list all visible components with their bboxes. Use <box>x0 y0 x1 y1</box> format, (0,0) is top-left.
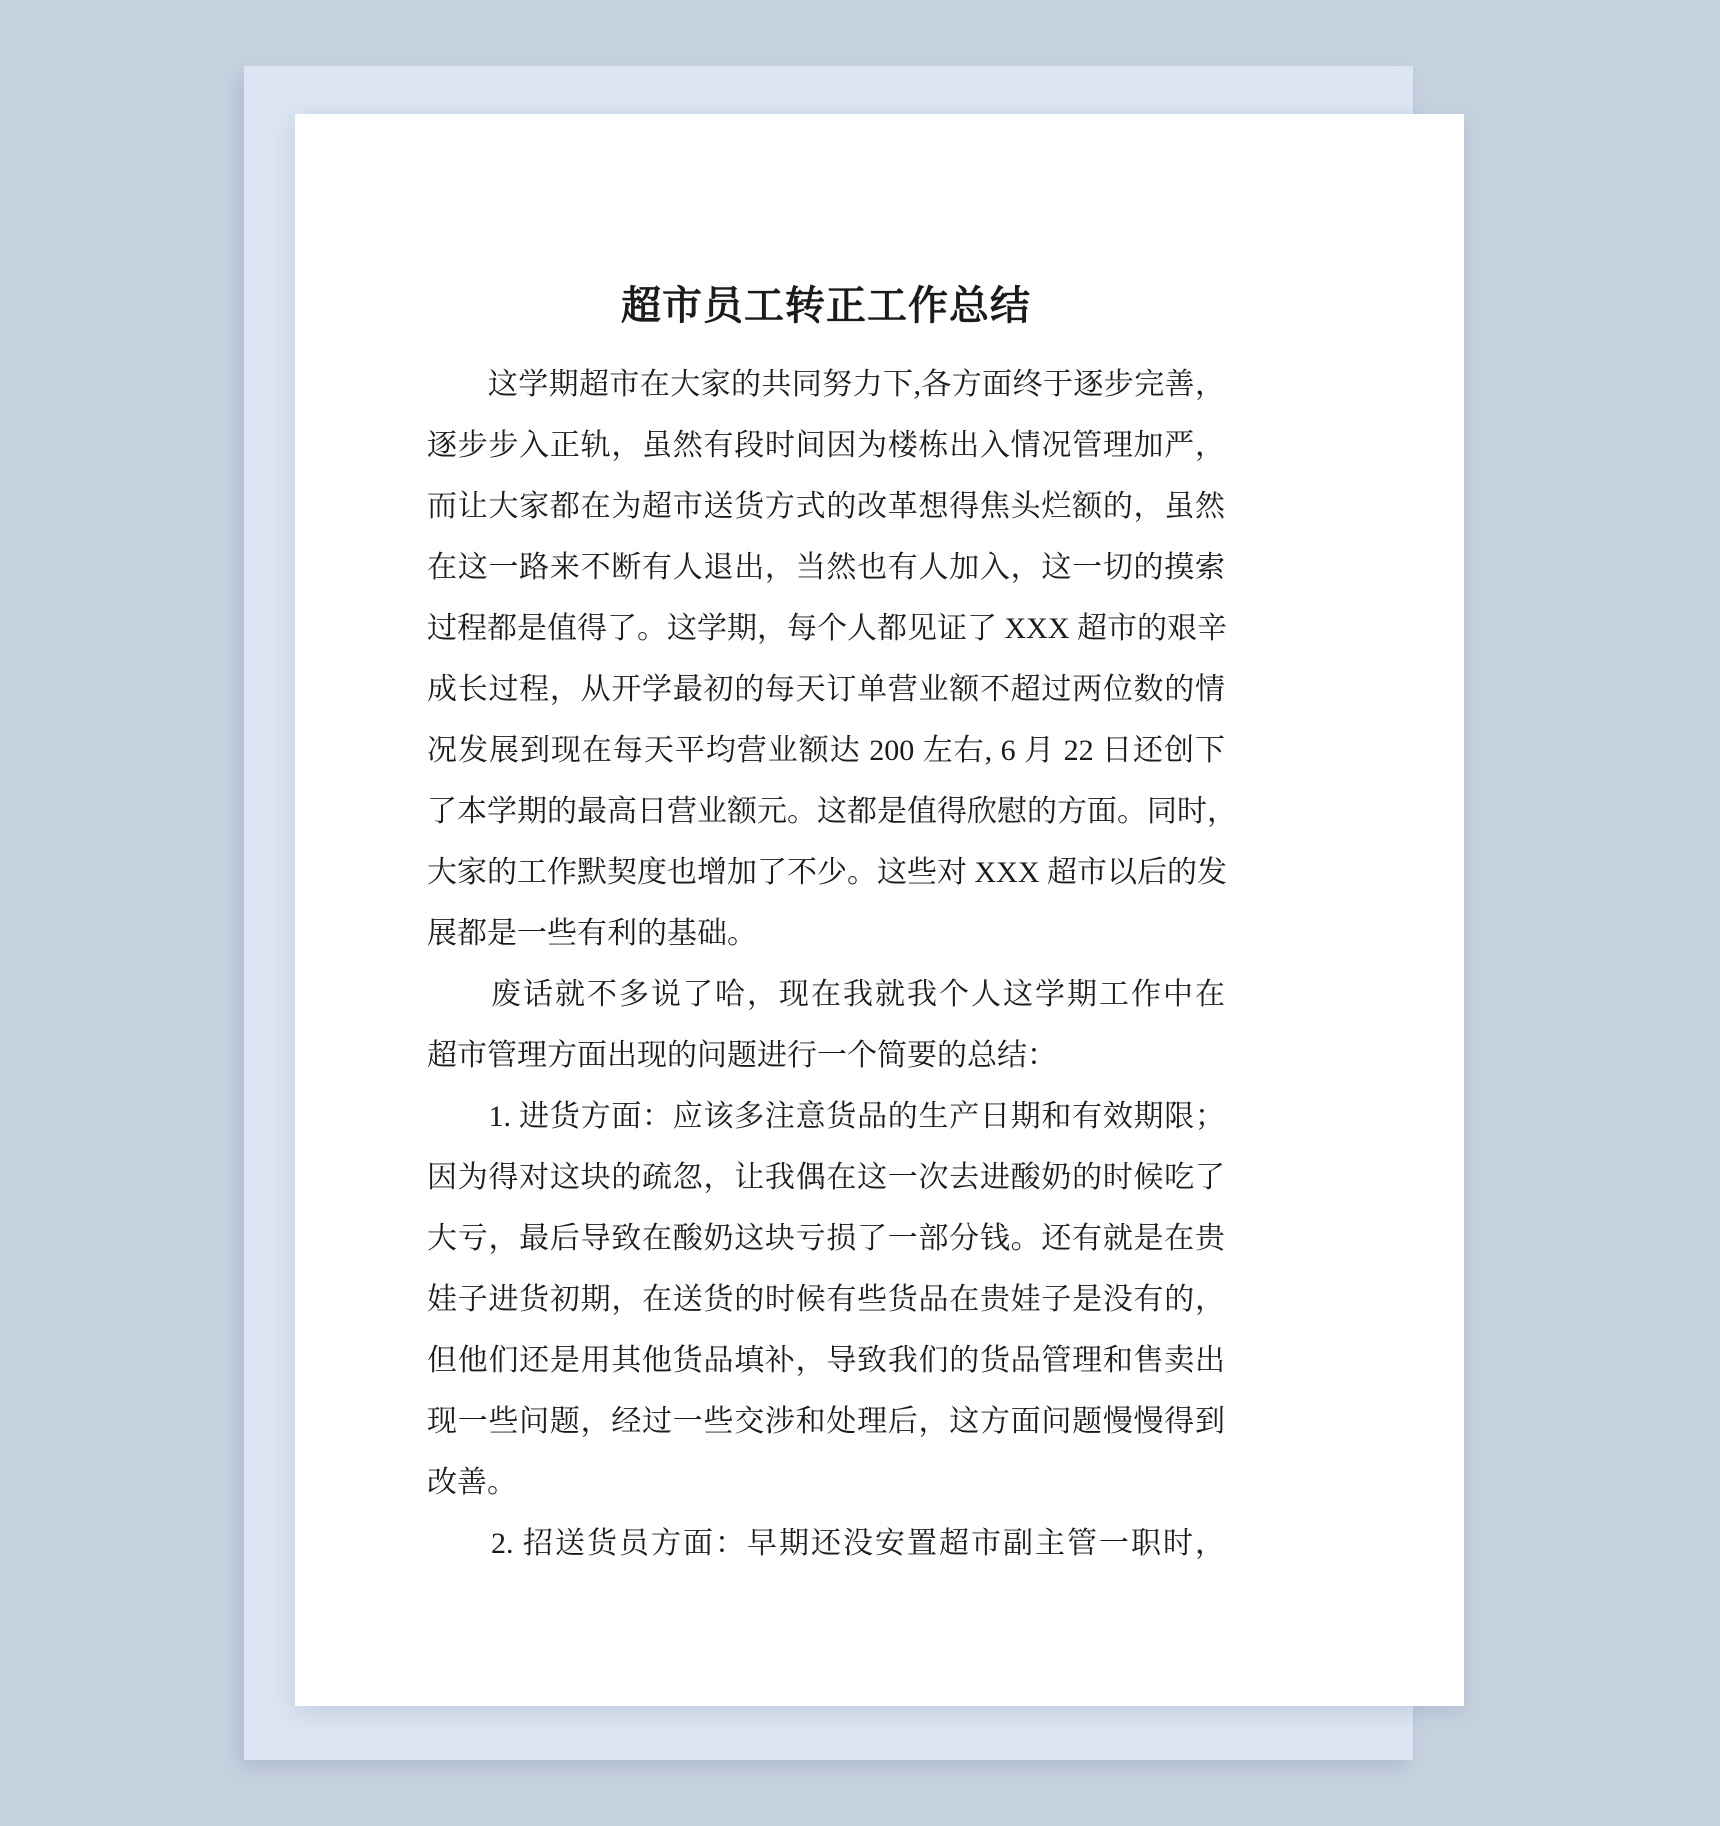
text-line: 况发展到现在每天平均营业额达 200 左右, 6 月 22 日还创下 <box>427 734 1225 767</box>
text-line: 展都是一些有利的基础。 <box>427 917 757 950</box>
text-line: 大亏，最后导致在酸奶这块亏损了一部分钱。还有就是在贵 <box>427 1222 1225 1255</box>
document-page <box>295 114 1464 1706</box>
text-line: 而让大家都在为超市送货方式的改革想得焦头烂额的，虽然 <box>427 490 1225 523</box>
text-line: 成长过程，从开学最初的每天订单营业额不超过两位数的情 <box>427 673 1225 706</box>
text-line: 逐步步入正轨，虽然有段时间因为楼栋出入情况管理加严， <box>427 429 1225 462</box>
text-line: 超市管理方面出现的问题进行一个简要的总结： <box>427 1039 1057 1072</box>
text-line: 但他们还是用其他货品填补，导致我们的货品管理和售卖出 <box>427 1344 1225 1377</box>
text-line: 2. 招送货员方面：早期还没安置超市副主管一职时， <box>427 1527 1225 1560</box>
text-line: 过程都是值得了。这学期，每个人都见证了 XXX 超市的艰辛 <box>427 612 1227 645</box>
text-line: 废话就不多说了哈，现在我就我个人这学期工作中在 <box>427 978 1225 1011</box>
text-line: 娃子进货初期，在送货的时候有些货品在贵娃子是没有的， <box>427 1283 1225 1316</box>
text-line: 改善。 <box>427 1466 517 1499</box>
document-body <box>427 354 1237 1574</box>
text-line: 因为得对这块的疏忽，让我偶在这一次去进酸奶的时候吃了 <box>427 1161 1225 1194</box>
text-line: 了本学期的最高日营业额元。这都是值得欣慰的方面。同时， <box>427 795 1237 828</box>
text-line: 大家的工作默契度也增加了不少。这些对 XXX 超市以后的发 <box>427 856 1227 889</box>
text-line: 在这一路来不断有人退出，当然也有人加入，这一切的摸索 <box>427 551 1225 584</box>
text-line: 这学期超市在大家的共同努力下,各方面终于逐步完善， <box>427 368 1225 401</box>
text-line: 1. 进货方面：应该多注意货品的生产日期和有效期限； <box>427 1100 1225 1133</box>
text-line: 现一些问题，经过一些交涉和处理后，这方面问题慢慢得到 <box>427 1405 1225 1438</box>
document-title: 超市员工转正工作总结 <box>621 283 1031 328</box>
